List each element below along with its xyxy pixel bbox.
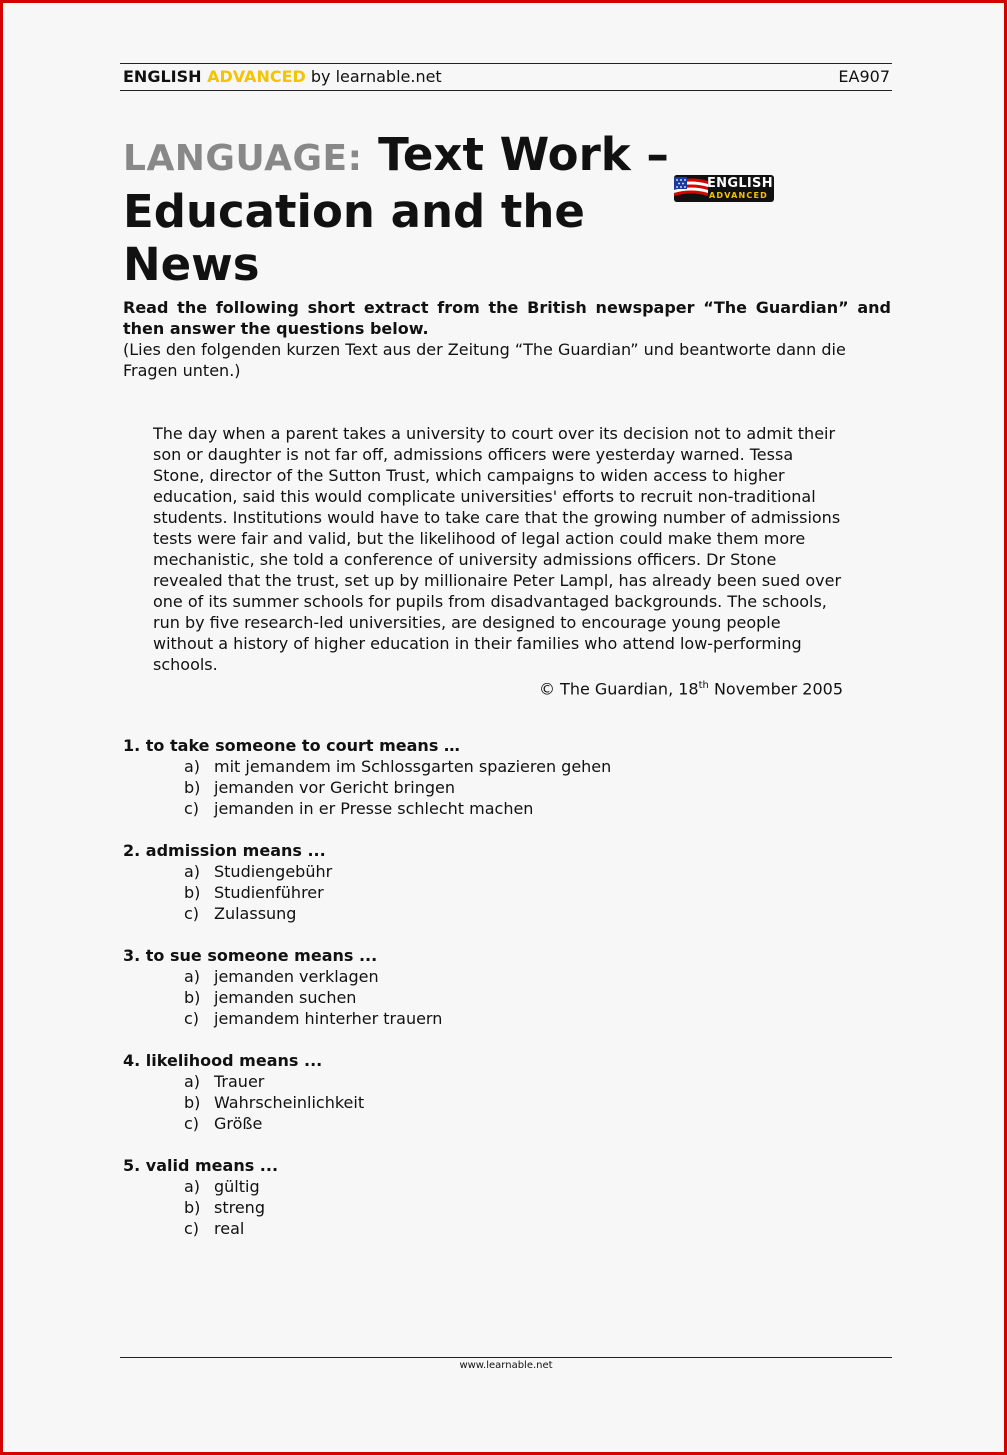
option-text: Zulassung [214,904,297,923]
title-line1: Text Work – [362,128,669,181]
english-advanced-logo [674,175,774,202]
answer-option [123,1197,823,1218]
answer-option [123,903,823,924]
question-title: 1. to take someone to court means … [123,736,460,755]
answer-option [123,987,823,1008]
brand-english: ENGLISH [123,67,208,86]
question-1 [123,735,823,819]
question-2 [123,840,823,924]
instructions-german: (Lies den folgenden kurzen Text aus der Zeitung “The Guardian” und beantworte dann die Fragen unten.) [123,340,846,380]
header-brand [123,64,442,90]
option-letter: b) [184,1198,201,1217]
answer-option [123,1092,823,1113]
newspaper-extract [153,423,843,699]
title-label: LANGUAGE: [123,138,363,179]
answer-option [123,1218,823,1239]
instructions [123,297,891,381]
page-footer [120,1357,892,1374]
page-title [123,128,683,291]
brand-advanced: ADVANCED [207,67,306,86]
title-line2: Education and the News [123,185,585,291]
option-letter: c) [184,1114,200,1133]
logo-word-english: ENGLISH [707,176,773,191]
option-text: Größe [214,1114,263,1133]
page-header [120,63,892,91]
option-text: streng [214,1198,265,1217]
question-title: 2. admission means ... [123,841,326,860]
option-text: jemanden suchen [214,988,357,1007]
option-text: mit jemandem im Schlossgarten spazieren gehen [214,757,612,776]
answer-option [123,1071,823,1092]
extract-text: The day when a parent takes a university to court over its decision not to admit their son or daughter is not far off, admissions officers were yesterday warned. Tessa Stone, director of the Sutton Trust, which campaigns to widen access to higher education, said this would complicate universities' efforts to recruit non-traditional students. Institutions would have to take care that the growing number of admissions tests were fair and valid, but the likelihood of legal action could make them more mechanistic, she told a conference of university admissions officers. Dr Stone revealed that the trust, set up by millionaire Peter Lampl, has already been sued over one of its summer schools for pupils from disadvantaged backgrounds. The schools, run by five research-led universities, are designed to encourage young people without a history of higher education in their families who attend low-performing schools. [153,424,842,674]
question-3 [123,945,823,1029]
answer-option [123,756,823,777]
option-letter: a) [184,967,201,986]
question-title: 5. valid means ... [123,1156,279,1175]
option-letter: c) [184,1009,200,1028]
option-text: jemanden in er Presse schlecht machen [214,799,534,818]
option-text: jemanden vor Gericht bringen [214,778,455,797]
question-4 [123,1050,823,1134]
question-list [123,735,823,1260]
option-text: Studienführer [214,883,324,902]
option-text: Wahrscheinlichkeit [214,1093,365,1112]
answer-option [123,1176,823,1197]
option-text: real [214,1219,245,1238]
answer-option [123,777,823,798]
option-letter: a) [184,1177,201,1196]
instructions-english: Read the following short extract from the British newspaper “The Guardian” and then answer the questions below. [123,298,891,338]
option-text: jemandem hinterher trauern [214,1009,443,1028]
copyright-pre: © The Guardian, 18 [538,679,699,699]
option-text: jemanden verklagen [214,967,379,986]
option-text: Trauer [214,1072,265,1091]
option-text: gültig [214,1177,260,1196]
answer-option [123,1113,823,1134]
logo-word-advanced: ADVANCED [709,191,768,200]
option-text: Studiengebühr [214,862,333,881]
option-letter: b) [184,1093,201,1112]
option-letter: b) [184,778,201,797]
option-letter: a) [184,862,201,881]
extract-copyright [153,675,843,699]
worksheet-code: EA907 [838,67,890,86]
copyright-post: November 2005 [708,679,843,699]
answer-option [123,1008,823,1029]
copyright-sup: th [698,680,709,691]
brand-by: by learnable.net [305,67,442,86]
answer-option [123,966,823,987]
question-title: 3. to sue someone means ... [123,946,378,965]
option-letter: c) [184,799,200,818]
option-letter: a) [184,757,201,776]
answer-option [123,798,823,819]
footer-url: www.learnable.net [459,1360,553,1371]
option-letter: c) [184,904,200,923]
answer-option [123,882,823,903]
option-letter: b) [184,883,201,902]
us-flag-icon [674,175,708,202]
question-5 [123,1155,823,1239]
option-letter: c) [184,1219,200,1238]
option-letter: a) [184,1072,201,1091]
answer-option [123,861,823,882]
question-title: 4. likelihood means ... [123,1051,323,1070]
option-letter: b) [184,988,201,1007]
